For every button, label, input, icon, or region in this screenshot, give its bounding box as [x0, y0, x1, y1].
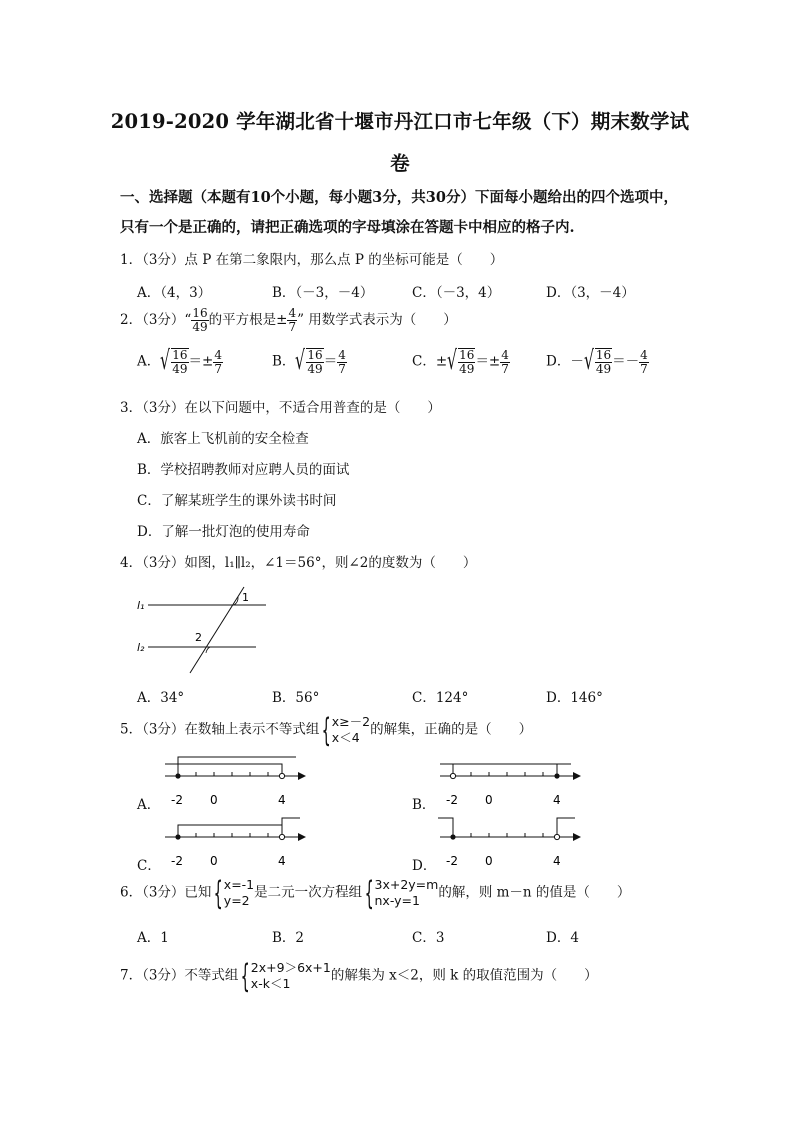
q1-option-d: D．（3，－4） [546, 285, 635, 301]
q5-option-d-label: D． [412, 858, 437, 874]
q2-stem [120, 307, 457, 334]
svg-text:0: 0 [210, 854, 218, 868]
q3-stem: 3．（3分）在以下问题中，不适合用普查的是（ ） [120, 400, 441, 416]
q7-stem [120, 957, 598, 995]
angle-1-label: 1 [242, 591, 249, 604]
q5-option-d-number-line [435, 813, 585, 871]
q2-option-d: D．－ √ $\frac{16}{49}$ ＝－ $\frac{4}{7}$ [546, 346, 648, 376]
q6-suffix: 的解，则 m－n 的值是（ ） [438, 884, 631, 901]
q6-mid: 是二元一次方程组 [254, 884, 363, 901]
q4-option-b: B．56° [272, 690, 320, 706]
transversal-line [190, 587, 244, 673]
q5-option-b-label: B． [412, 797, 436, 813]
q7-inequality-system: 2x+9＞6x+1 x-k＜1 [250, 960, 331, 991]
q5-suffix: 的解集，正确的是（ ） [370, 721, 533, 738]
svg-text:-2: -2 [446, 854, 458, 868]
q1-stem: 1．（3分）点 P 在第二象限内，那么点 P 的坐标可能是（ ） [120, 252, 504, 268]
q7-brace: { [241, 957, 251, 995]
label-l1: l₁ [137, 599, 145, 612]
q7-suffix: 的解集为 x＜2，则 k 的取值范围为（ ） [330, 967, 598, 984]
svg-text:4: 4 [278, 854, 286, 868]
q2-fraction-4-7: $\frac{4}{7}$ [288, 306, 297, 334]
q2-prefix: 2．（3分）“ [120, 312, 192, 328]
q6-option-d: D．4 [546, 930, 579, 946]
q5-prefix: 5．（3分）在数轴上表示不等式组 [120, 721, 320, 738]
q4-parallel-lines-figure [130, 585, 280, 680]
q2-option-a: A． √ $\frac{16}{49}$ ＝± $\frac{4}{7}$ [137, 346, 222, 376]
q3-option-b: B．学校招聘教师对应聘人员的面试 [137, 462, 350, 478]
svg-text:4: 4 [278, 793, 286, 807]
q4-option-c: C．124° [412, 690, 469, 706]
q2-suffix: ” 用数学式表示为（ ） [297, 312, 457, 328]
q1-option-a: A．（4，3） [137, 285, 212, 301]
q6-option-a: A．1 [137, 930, 169, 946]
exam-title-line2: 卷 [390, 152, 410, 175]
section1-heading-line1: 一、选择题（本题有10个小题，每小题3分，共30分）下面每小题给出的四个选项中， [120, 189, 678, 206]
svg-text:0: 0 [485, 854, 493, 868]
q5-option-a-label: A． [137, 797, 161, 813]
q3-option-a: A．旅客上飞机前的安全检查 [137, 431, 309, 447]
svg-text:0: 0 [485, 793, 493, 807]
q5-option-c-label: C． [137, 858, 161, 874]
q5-stem [120, 711, 533, 749]
svg-text:0: 0 [210, 793, 218, 807]
angle-2-arc [206, 647, 210, 653]
svg-text:-2: -2 [446, 793, 458, 807]
q6-option-c: C．3 [412, 930, 445, 946]
q4-option-a: A．34° [137, 690, 185, 706]
q2-option-c: C．± √ $\frac{16}{49}$ ＝± $\frac{4}{7}$ [412, 346, 509, 376]
q2-mid: 的平方根是± [208, 312, 288, 328]
q4-option-d: D．146° [546, 690, 603, 706]
exam-title-line1: 2019-2020 学年湖北省十堰市丹江口市七年级（下）期末数学试 [110, 110, 690, 133]
q1-option-c: C．（－3，4） [412, 285, 501, 301]
q6-brace-1: { [214, 874, 224, 912]
q6-prefix: 6．（3分）已知 [120, 884, 212, 901]
q6-brace-2: { [364, 874, 374, 912]
q6-option-b: B．2 [272, 930, 305, 946]
q5-brace: { [322, 711, 332, 749]
q1-option-b: B．（－3，－4） [272, 285, 374, 301]
q4-stem: 4．（3分）如图，l₁∥l₂，∠1＝56°，则∠2的度数为（ ） [120, 555, 477, 571]
q6-stem [120, 874, 631, 912]
svg-text:4: 4 [553, 793, 561, 807]
label-l2: l₂ [137, 641, 145, 654]
svg-text:-2: -2 [171, 793, 183, 807]
svg-text:4: 4 [553, 854, 561, 868]
q6-equation-system: 3x+2y=m nx-y=1 [374, 877, 439, 908]
q3-option-c: C．了解某班学生的课外读书时间 [137, 493, 337, 509]
q5-option-c-number-line [160, 813, 310, 871]
section1-heading-line2: 只有一个是正确的，请把正确选项的字母填涂在答题卡中相应的格子内. [120, 219, 575, 236]
q7-prefix: 7．（3分）不等式组 [120, 967, 239, 984]
svg-text:-2: -2 [171, 854, 183, 868]
q2-option-b: B． √ $\frac{16}{49}$ ＝ $\frac{4}{7}$ [272, 346, 346, 376]
q5-inequality-system: x≥－2 x＜4 [331, 714, 371, 745]
q5-option-b-number-line [435, 752, 585, 810]
q3-option-d: D．了解一批灯泡的使用寿命 [137, 524, 310, 540]
q6-solution-system: x=-1 y=2 [223, 877, 255, 908]
q5-option-a-number-line [160, 752, 310, 810]
angle-2-label: 2 [195, 631, 202, 644]
q2-fraction-16-49: $\frac{16}{49}$ [192, 306, 208, 334]
